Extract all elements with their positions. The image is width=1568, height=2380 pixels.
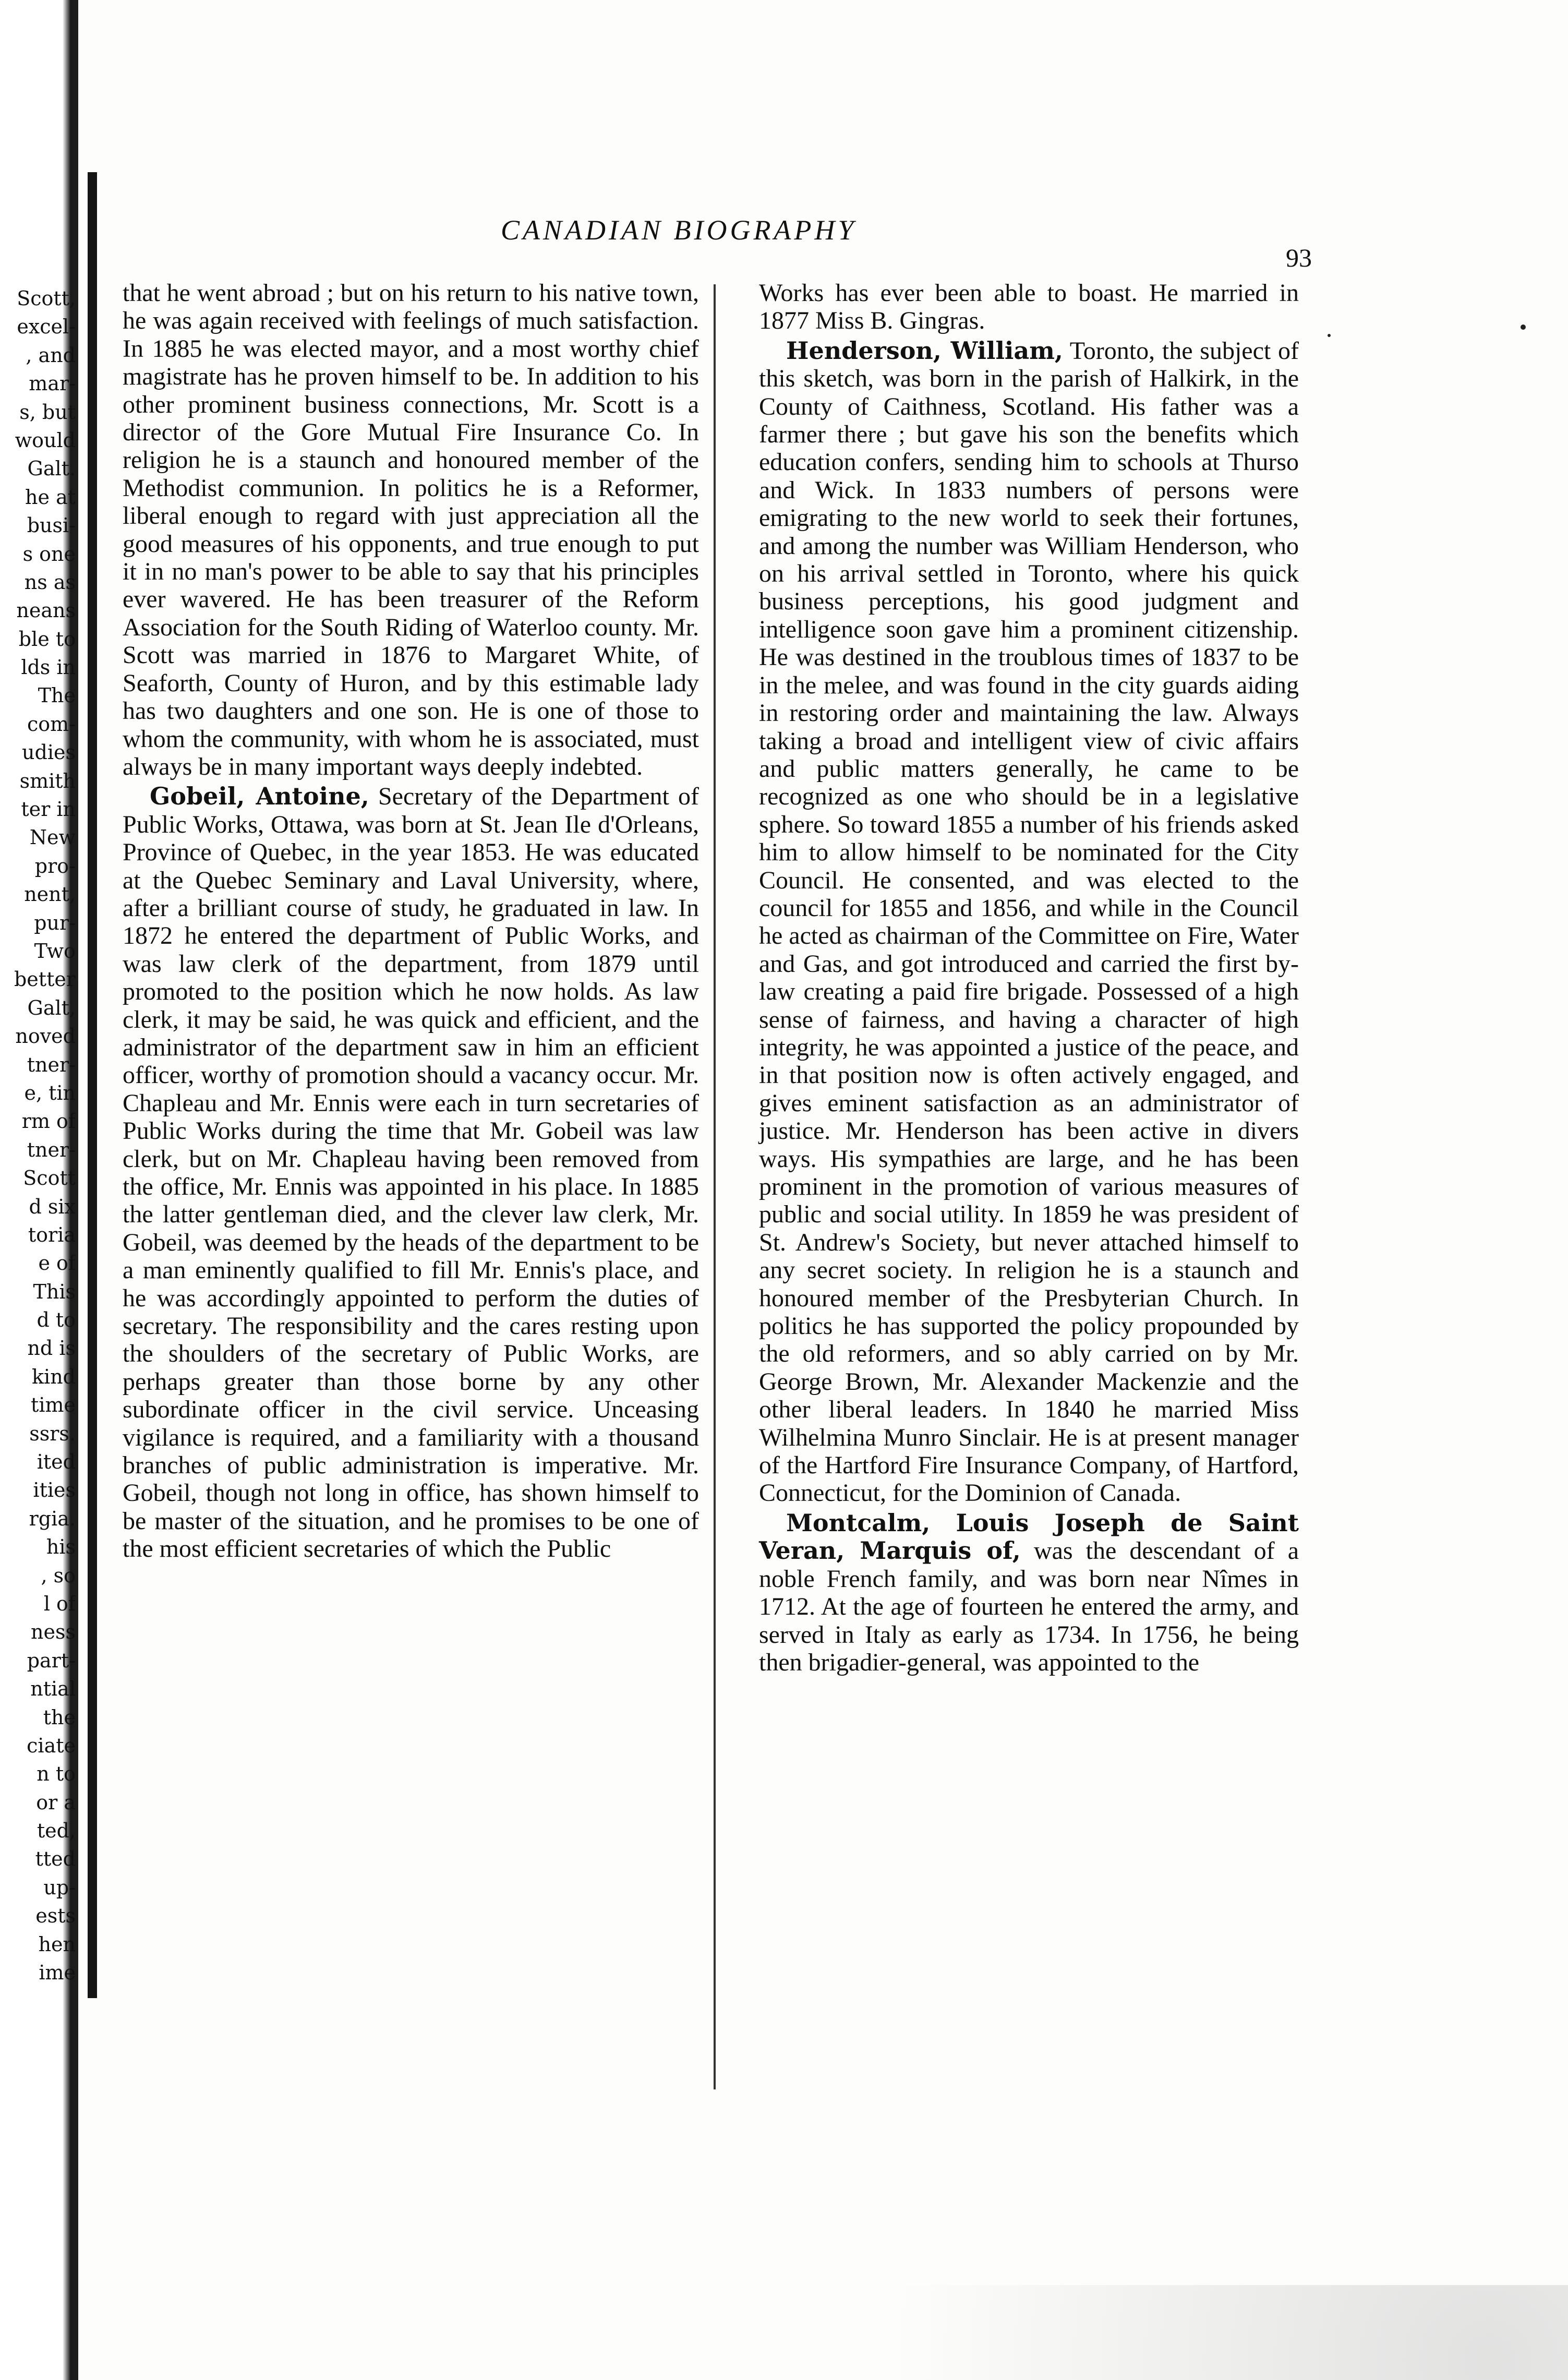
margin-fragment: This (33, 1280, 76, 1303)
margin-fragment: toria (28, 1223, 76, 1246)
margin-fragment: excel- (17, 315, 76, 339)
right-column (759, 279, 1299, 1676)
margin-fragment: busi- (27, 514, 76, 537)
margin-fragment: Scott, (17, 287, 76, 310)
margin-fragment: s one (22, 542, 76, 566)
column-rule (714, 284, 716, 2089)
margin-fragment: ter in (21, 798, 76, 821)
margin-fragment: tner- (27, 1053, 76, 1076)
entry-name-montcalm: Montcalm, Louis Joseph de Saint Veran, Marquis of, (759, 1508, 1299, 1565)
margin-fragment: or a (36, 1790, 76, 1814)
margin-fragment: d to (37, 1308, 76, 1332)
margin-fragment: nent, (24, 883, 76, 906)
margin-fragment: smith (19, 769, 76, 792)
margin-fragment: up- (43, 1876, 76, 1899)
margin-fragment: n to (37, 1762, 76, 1786)
entry-text-henderson: Toronto, the subject of this sketch, was born in the parish of Halkirk, in the County of Caithness, Scotland. His father was a farmer there ; but gave his son the benefits which education confers, sending him to schools at Thurso and Wick. In 1833 numbers of persons were emigrating to the new world to seek their fortunes, and among the number was William Henderson, who on his arrival settled in Toronto, where his quick business perceptions, his good judgment and intelligence soon gave him a prominent citizenship. He was destined in the troublous times of 1837 to be in the melee, and was found in the city guards aiding in restoring order and maintaining the law. Always taking a broad and intelligent view of civic affairs and public matters generally, he came to be recognized as one who should be in a legislative sphere. So toward 1855 a number of his friends asked him to allow himself to be nominated for the City Council. He consented, and was elected to the council for 1855 and 1856, and while in the Council he acted as chairman of the Committee on Fire, Water and Gas, and got introduced and carried the first by-law creating a paid fire brigade. Possessed of a high sense of fairness, and having a character of high integrity, he was appointed a justice of the peace, and in that position now is often actively engaged, and gives eminent satisfaction as an administrator of justice. Mr. Henderson has been active in divers ways. His sympathies are large, and he has been prominent in the promotion of various measures of public and social utility. In 1859 he was president of St. Andrew's Society, but never attached himself to any secret society. In religion he is a staunch and honoured member of the Presbyterian Church. In politics he has supported the policy propounded by the old reformers, and so ably carried on by Mr. George Brown, Mr. Alexander Mackenzie and the other liberal leaders. In 1840 he married Miss Wilhelmina Munro Sinclair. He is at present manager of the Hartford Fire Insurance Company, of Hartford, Connecticut, for the Dominion of Canada. (759, 336, 1299, 1507)
margin-fragment: ests (35, 1904, 76, 1928)
margin-fragment: would (15, 428, 76, 452)
margin-fragment: l of (43, 1592, 76, 1615)
margin-fragment: mar- (29, 372, 76, 395)
margin-fragment: hen (38, 1932, 76, 1956)
margin-fragment: ntial (30, 1677, 76, 1701)
entry-text-gobeil: Secretary of the Department of Public Works, Ottawa, was born at St. Jean Ile d'Orleans, Province of Quebec, in the year 1853. He was educated at the Quebec Seminary and Laval University, where, after a brilliant course of study, he graduated in law. In 1872 he entered the department of Public Works, and was law clerk of the department, from 1879 until promoted to the position which he now holds. As law clerk, it may be said, he was quick and efficient, and the administrator of the department saw in him an efficient officer, worthy of promotion should a vacancy occur. Mr. Chapleau and Mr. Ennis were each in turn secretaries of Public Works during the time that Mr. Gobeil was law clerk, but on Mr. Chapleau having been removed from the office, Mr. Ennis was appointed in his place. In 1885 the latter gentleman died, and the clever law clerk, Mr. Gobeil, was deemed by the heads of the department to be a man eminently qualified to fill Mr. Ennis's place, and he was accordingly appointed to perform the duties of secretary. The responsibility and the cares resting upon the shoulders of the secretary of Public Works, are perhaps greater than those borne by any other subordinate officer in the civil service. Unceasing vigilance is required, and a familiarity with a thousand branches of public administration is imperative. Mr. Gobeil, though not long in office, has shown himself to be master of the situation, and he promises to be one of the most efficient secretaries of which the Public (123, 783, 699, 1563)
margin-fragment: kind (32, 1365, 76, 1388)
margin-fragment: rgia. (29, 1507, 76, 1530)
margin-fragment: Galt. (27, 457, 76, 480)
margin-fragment: ness (31, 1620, 76, 1644)
margin-fragment: ities (33, 1479, 76, 1502)
adjacent-page-margin (0, 284, 76, 1987)
margin-fragment: , and (26, 343, 76, 367)
gobeil-continuation: Works has ever been able to boast. He married in 1877 Miss B. Gingras. (759, 279, 1299, 335)
scan-speck (1328, 334, 1331, 337)
margin-fragment: The (38, 684, 76, 707)
margin-fragment: com- (27, 712, 76, 736)
margin-fragment: tted (35, 1847, 76, 1871)
left-column (123, 279, 699, 1563)
margin-fragment: e, tin (24, 1081, 76, 1104)
page-number: 93 (1286, 243, 1312, 272)
margin-fragment: tner- (27, 1138, 76, 1161)
margin-fragment: nd is (27, 1337, 76, 1360)
margin-fragment: New (29, 826, 76, 849)
running-head: CANADIAN BIOGRAPHY (501, 214, 857, 246)
margin-fragment: pur- (34, 911, 76, 934)
binding-edge (88, 172, 97, 1998)
margin-fragment: ciate (27, 1734, 76, 1757)
margin-fragment: udies (22, 741, 76, 764)
margin-fragment: time (31, 1393, 76, 1417)
margin-fragment: rm of (21, 1110, 76, 1133)
margin-fragment: ns as (24, 570, 76, 594)
margin-fragment: Scott (23, 1167, 76, 1190)
margin-fragment: lds in (21, 656, 76, 679)
margin-fragment: Two (34, 939, 76, 963)
margin-fragment: noved (15, 1025, 76, 1048)
margin-fragment: ime (39, 1961, 76, 1985)
entry-montcalm (759, 1509, 1299, 1676)
margin-fragment: pro- (34, 854, 76, 878)
margin-fragment: his (46, 1535, 76, 1559)
margin-fragment: ted, (37, 1819, 76, 1843)
margin-fragment: e of (38, 1252, 76, 1275)
margin-fragment: d six (29, 1195, 76, 1218)
margin-fragment: ssrs. (29, 1422, 76, 1445)
scan-speck (1521, 324, 1526, 330)
entry-name-henderson: Henderson, William, (786, 336, 1063, 365)
margin-fragment: , so (41, 1564, 76, 1587)
margin-fragment: he at (25, 485, 76, 509)
margin-fragment: ited (37, 1450, 76, 1474)
margin-fragment: part- (27, 1649, 76, 1672)
margin-fragment: s, but (19, 400, 76, 424)
entry-henderson (759, 337, 1299, 1507)
margin-fragment: ble to (18, 627, 76, 651)
margin-fragment: Galt, (27, 996, 76, 1019)
margin-fragment: neans (16, 599, 76, 622)
scan-noise (0, 2285, 1568, 2380)
scott-continuation: that he went abroad ; but on his return to his native town, he was again received with feelings of much satisfaction. In 1885 he was elected mayor, and a most worthy chief magistrate has he proven himself to be. In addition to his other prominent business connections, Mr. Scott is a director of the Gore Mutual Fire Insurance Co. In religion he is a staunch and honoured member of the Methodist communion. In politics he is a Reformer, liberal enough to regard with just appreciation all the good measures of his opponents, and true enough to put it in no man's power to be able to say that his principles ever wavered. He has been treasurer of the Reform Association for the South Riding of Waterloo county. Mr. Scott was married in 1876 to Margaret White, of Seaforth, County of Huron, and by this estimable lady has two daughters and one son. He is one of those to whom the community, with whom he is associated, must always be in many important ways deeply indebted. (123, 279, 699, 780)
margin-fragment: the (43, 1705, 76, 1729)
entry-text-montcalm: was the descendant of a noble French family, and was born near Nîmes in 1712. At the age of fourteen he entered the army, and served in Italy as early as 1734. In 1756, he being then brigadier-general, was appointed to the (759, 1537, 1299, 1676)
margin-fragment: better (14, 968, 76, 991)
entry-gobeil (123, 783, 699, 1562)
entry-name-gobeil: Gobeil, Antoine, (150, 782, 369, 811)
